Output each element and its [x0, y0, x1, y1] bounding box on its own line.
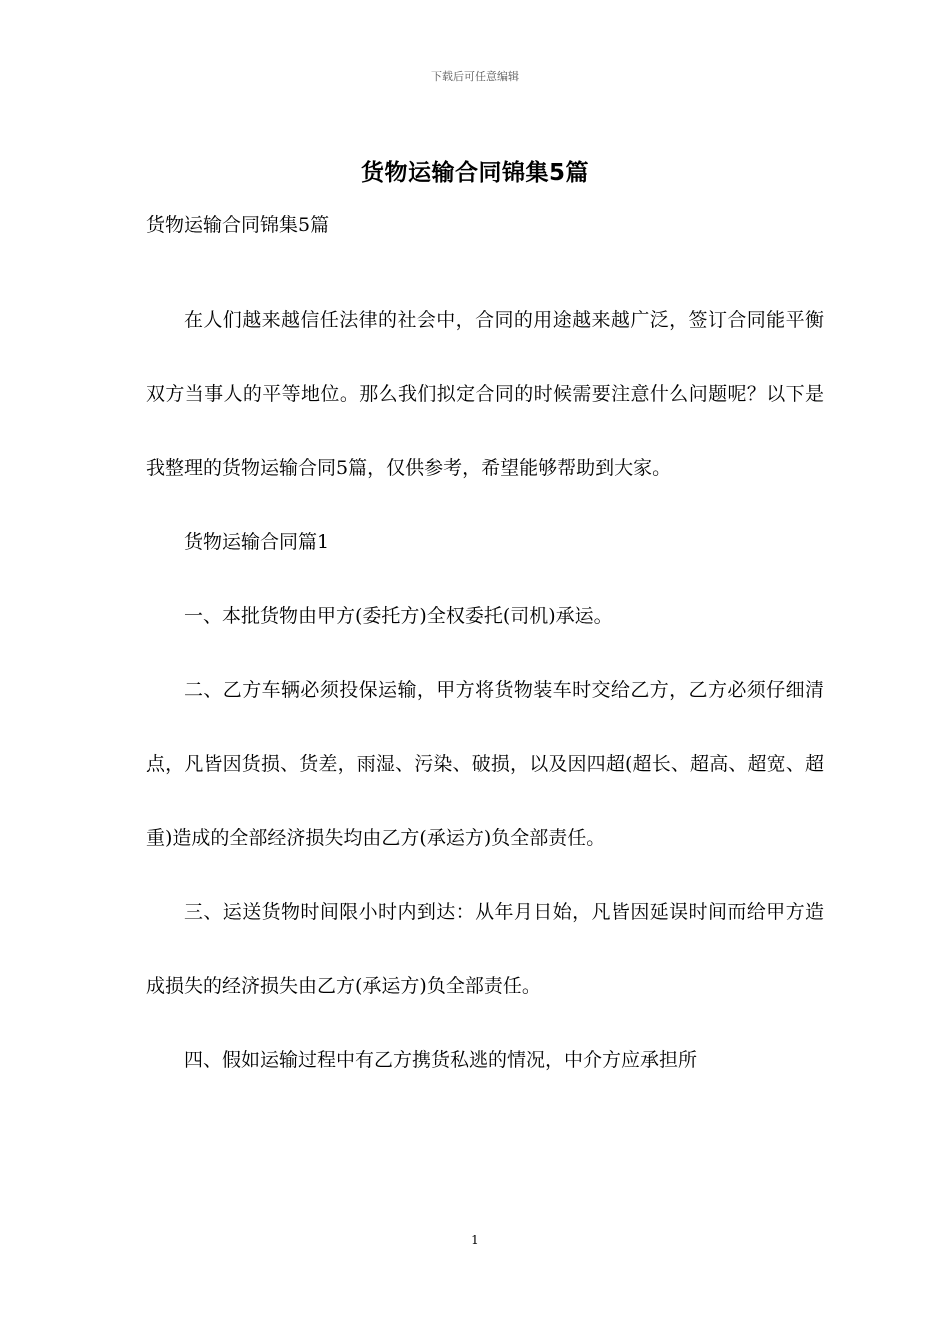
section-heading-contract-1: 货物运输合同篇1: [184, 531, 330, 553]
page-number: 1: [471, 1233, 479, 1247]
clause-4-paragraph: 四、假如运输过程中有乙方携货私逃的情况，中介方应承担所: [184, 1049, 698, 1071]
document-subtitle: 货物运输合同锦集5篇: [146, 214, 330, 236]
document-body: [146, 210, 824, 1097]
document-title: 货物运输合同锦集5篇: [360, 160, 589, 186]
intro-paragraph: 在人们越来越信任法律的社会中，合同的用途越来越广泛，签订合同能平衡双方当事人的平等地位。那么我们拟定合同的时候需要注意什么问题呢？以下是我整理的货物运输合同5篇，仅供参考，希望能够帮助到大家。: [146, 309, 824, 479]
header-note: 下载后可任意编辑: [431, 70, 519, 83]
clause-2-paragraph: 二、乙方车辆必须投保运输，甲方将货物装车时交给乙方，乙方必须仔细清点，凡皆因货损、货差，雨湿、污染、破损，以及因四超(超长、超高、超宽、超重)造成的全部经济损失均由乙方(承运方)负全部责任。: [146, 679, 824, 849]
clause-3-paragraph: 三、运送货物时间限小时内到达：从年月日始，凡皆因延误时间而给甲方造成损失的经济损失由乙方(承运方)负全部责任。: [146, 901, 824, 997]
clause-1-paragraph: 一、本批货物由甲方(委托方)全权委托(司机)承运。: [184, 605, 613, 627]
